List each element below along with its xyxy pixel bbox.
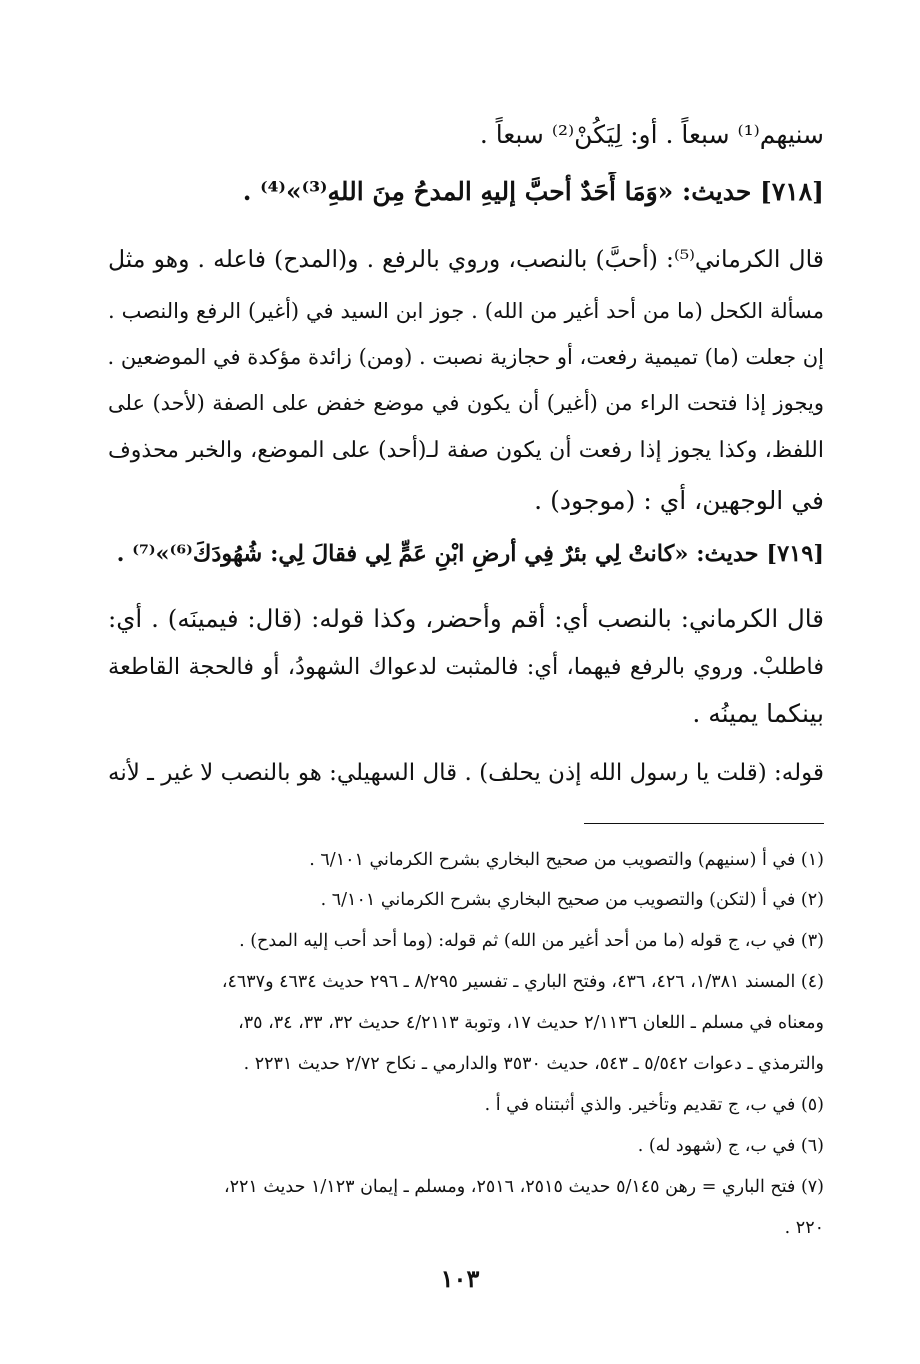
footnote-4: (٤) المسند ١/٣٨١، ٤٢٦، ٤٣٦، وفتح الباري ـ تفسير ٨/٢٩٥ ـ ٢٩٦ حديث ٤٦٣٤ و٤٦٣٧، xyxy=(221,972,824,992)
text-line: قال الكرماني⁽⁵⁾: (أحبَّ) بالنصب، وروي بالرفع . و(المدح) فاعله . وهو مثل xyxy=(108,245,824,273)
text-line: بينكما يمينُه . xyxy=(692,699,824,728)
text-line: في الوجهين، أي : (موجود) . xyxy=(534,486,824,515)
footnote-2: (٢) في أ (لتكن) والتصويب من صحيح البخاري بشرح الكرماني ٦/١٠١ . xyxy=(320,890,824,910)
footnote-4-cont: ومعناه في مسلم ـ اللعان ٢/١١٣٦ حديث ١٧، وتوبة ٤/٢١١٣ حديث ٣٢، ٣٣، ٣٤، ٣٥، xyxy=(238,1013,824,1033)
footnote-7: (٧) فتح الباري = رهن ٥/١٤٥ حديث ٢٥١٥، ٢٥١٦، ومسلم ـ إيمان ١/١٢٣ حديث ٢٢١، xyxy=(223,1177,824,1197)
text-line: إن جعلت (ما) تميمية رفعت، أو حجازية نصبت . (ومن) زائدة مؤكدة في الموضعين . xyxy=(108,345,824,369)
text-line: سنيهم⁽¹⁾ سبعاً . أو: لِيَكُنْ⁽²⁾ سبعاً . xyxy=(479,120,824,149)
footnote-7-cont: ٢٢٠ . xyxy=(784,1218,824,1238)
text-line: قوله: (قلت يا رسول الله إذن يحلف) . قال السهيلي: هو بالنصب لا غير ـ لأنه xyxy=(108,760,824,786)
text-line: ويجوز إذا فتحت الراء من (أغير) أن يكون في موضع خفض على الصفة (لأحد) على xyxy=(108,391,824,415)
footnote-5: (٥) في ب، ج تقديم وتأخير. والذي أثبتناه في أ . xyxy=(484,1095,824,1115)
hadith-heading-719: [٧١٩] حديث: «كانتْ لِي بئرٌ فِي أرضِ ابْنِ عَمٍّ لِي فقالَ لِي: شُهُودَكَ⁽⁶⁾»⁽⁷⁾ . xyxy=(116,541,824,567)
footnote-4-cont: والترمذي ـ دعوات ٥/٥٤٢ ـ ٥٤٣، حديث ٣٥٣٠ والدارمي ـ نكاح ٢/٧٢ حديث ٢٢٣١ . xyxy=(243,1054,824,1074)
footnote-6: (٦) في ب، ج (شهود له) . xyxy=(637,1136,824,1156)
text-line: مسألة الكحل (ما من أحد أغير من الله) . جوز ابن السيد في (أغير) الرفع والنصب . xyxy=(108,299,824,323)
text-line: اللفظ، وكذا يجوز إذا رفعت أن يكون صفة لـ(أحد) على الموضع، والخبر محذوف xyxy=(108,438,824,463)
footnote-separator xyxy=(584,823,824,824)
page-number: ١٠٣ xyxy=(440,1264,480,1293)
text-line: قال الكرماني: بالنصب أي: أقم وأحضر، وكذا قوله: (قال: فيمينَه) . أي: xyxy=(108,604,824,633)
footnote-1: (١) في أ (سنيهم) والتصويب من صحيح البخاري بشرح الكرماني ٦/١٠١ . xyxy=(309,850,824,870)
hadith-heading-718: [٧١٨] حديث: «وَمَا أَحَدٌ أحبَّ إليهِ المدحُ مِنَ اللهِ⁽³⁾»⁽⁴⁾ . xyxy=(242,177,824,206)
text-line: فاطلبْ. وروي بالرفع فيهما، أي: فالمثبت لدعواك الشهودُ، أو فالحجة القاطعة xyxy=(108,654,824,680)
footnote-3: (٣) في ب، ج قوله (ما من أحد أغير من الله) ثم قوله: (وما أحد أحب إليه المدح) . xyxy=(239,931,824,951)
